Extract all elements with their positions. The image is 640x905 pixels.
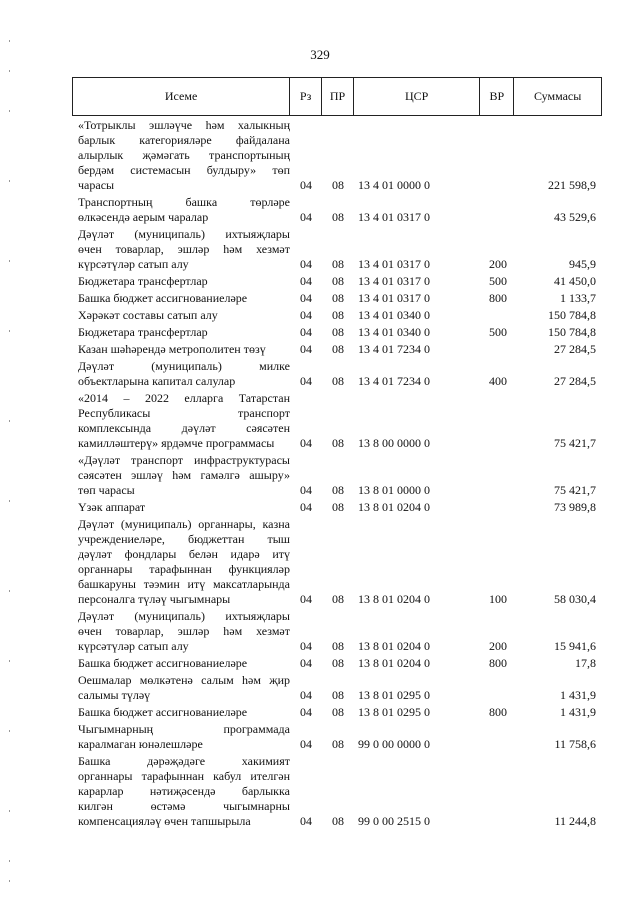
row-csr: 13 8 01 0204 0 — [358, 500, 430, 514]
table-row — [72, 722, 602, 752]
row-csr: 13 4 01 0340 0 — [358, 308, 430, 322]
row-name-line: килгән өстәмә чыгымнарны — [78, 799, 290, 813]
row-sum: 150 784,8 — [548, 308, 596, 322]
row-vr: 400 — [489, 374, 507, 388]
row-pr: 08 — [332, 342, 344, 356]
row-name-line: Бюджетара трансфертлар — [78, 325, 208, 339]
row-pr: 08 — [332, 274, 344, 288]
row-name-line: карарлар нәтиҗәсендә барлыкка — [78, 784, 290, 798]
row-rz: 04 — [300, 656, 312, 670]
row-pr: 08 — [332, 178, 344, 192]
row-csr: 13 8 01 0295 0 — [358, 688, 430, 702]
row-name-line: Башка бюджет ассигнованиеләре — [78, 705, 248, 719]
row-name-line: төп чарасы — [78, 483, 135, 497]
row-rz: 04 — [300, 374, 312, 388]
row-name — [72, 705, 290, 720]
row-name-line: өчен товарлар, эшләр һәм хезмәт — [78, 242, 290, 256]
row-name — [72, 500, 290, 515]
row-csr: 13 8 01 0295 0 — [358, 705, 430, 719]
table-row — [72, 754, 602, 829]
table-row — [72, 195, 602, 225]
table-row — [72, 325, 602, 340]
row-name-line: Башка бюджет ассигнованиеләре — [78, 656, 248, 670]
table-row — [72, 705, 602, 720]
table-row — [72, 291, 602, 306]
row-name — [72, 195, 290, 225]
row-rz: 04 — [300, 737, 312, 751]
row-sum: 11 244,8 — [554, 814, 596, 828]
row-name-line: Чыгымнарның программада — [78, 722, 290, 736]
header-pr: ПР — [322, 78, 354, 115]
row-rz: 04 — [300, 639, 312, 653]
row-pr: 08 — [332, 705, 344, 719]
row-name-line: каралмаган юнәлешләре — [78, 737, 203, 751]
row-csr: 13 4 01 7234 0 — [358, 342, 430, 356]
row-name — [72, 391, 290, 451]
row-pr: 08 — [332, 308, 344, 322]
row-csr: 13 4 01 0340 0 — [358, 325, 430, 339]
row-name — [72, 517, 290, 607]
row-name — [72, 274, 290, 289]
table-row — [72, 274, 602, 289]
table-row — [72, 118, 602, 193]
row-name-line: Транспортның башка төрләре — [78, 195, 290, 209]
header-sum: Суммасы — [533, 89, 582, 103]
row-name — [72, 325, 290, 340]
row-csr: 13 8 01 0204 0 — [358, 639, 430, 653]
row-name-line: Дәүләт (муниципаль) ихтыяҗлары — [78, 609, 290, 623]
row-name-line: компенсацияләү өчен тапшырыла — [78, 814, 251, 828]
row-csr: 13 8 01 0204 0 — [358, 656, 430, 670]
row-rz: 04 — [300, 436, 312, 450]
table-row — [72, 500, 602, 515]
row-rz: 04 — [300, 483, 312, 497]
row-csr: 13 4 01 7234 0 — [358, 374, 430, 388]
row-csr: 13 4 01 0317 0 — [358, 291, 430, 305]
row-rz: 04 — [300, 308, 312, 322]
row-name — [72, 656, 290, 671]
row-rz: 04 — [300, 592, 312, 606]
row-name-line: дәүләт фондлары белән идарә итү — [78, 547, 290, 561]
table-row — [72, 673, 602, 703]
row-vr: 800 — [489, 705, 507, 719]
row-pr: 08 — [332, 436, 344, 450]
row-rz: 04 — [300, 274, 312, 288]
row-csr: 13 8 01 0204 0 — [358, 592, 430, 606]
row-name-line: «2014 – 2022 елларга Татарстан — [78, 391, 290, 405]
row-sum: 58 030,4 — [554, 592, 596, 606]
row-name-line: камилләштерү» ярдәмче программасы — [78, 436, 275, 450]
row-name-line: органнары тарафыннан кабул ителгән — [78, 769, 290, 783]
row-name-line: Дәүләт (муниципаль) органнары, казна — [78, 517, 290, 531]
table-row — [72, 359, 602, 389]
row-rz: 04 — [300, 291, 312, 305]
header-vr: ВР — [480, 78, 514, 115]
row-name-line: башкаруны тәэмин итү максатларында — [78, 577, 290, 591]
row-name-line: бердәм системасын булдыру» төп — [78, 163, 290, 177]
row-vr: 800 — [489, 291, 507, 305]
row-csr: 13 4 01 0317 0 — [358, 274, 430, 288]
row-vr: 500 — [489, 325, 507, 339]
row-rz: 04 — [300, 688, 312, 702]
row-name-line: Республикасы транспорт — [78, 406, 290, 420]
table-body — [72, 118, 602, 831]
header-rz: Рз — [290, 78, 322, 115]
row-csr: 13 4 01 0317 0 — [358, 210, 430, 224]
row-pr: 08 — [332, 814, 344, 828]
row-csr: 13 4 01 0317 0 — [358, 257, 430, 271]
row-name-line: Хәрәкәт составы сатып алу — [78, 308, 218, 322]
row-pr: 08 — [332, 592, 344, 606]
row-sum: 11 758,6 — [554, 737, 596, 751]
row-csr: 99 0 00 2515 0 — [358, 814, 430, 828]
table-row — [72, 308, 602, 323]
row-name-line: Оешмалар мөлкәтенә салым һәм җир — [78, 673, 290, 687]
row-name-line: комплексында дәүләт сәясәтен — [78, 421, 290, 435]
row-name-line: чарасы — [78, 178, 115, 192]
table-row — [72, 517, 602, 607]
row-name-line: өчен товарлар, эшләр һәм хезмәт — [78, 624, 290, 638]
table-row — [72, 609, 602, 654]
row-pr: 08 — [332, 656, 344, 670]
row-sum: 41 450,0 — [554, 274, 596, 288]
row-csr: 13 8 00 0000 0 — [358, 436, 430, 450]
row-name-line: Башка бюджет ассигнованиеләре — [78, 291, 248, 305]
row-name-line: күрсәтүләр сатып алу — [78, 257, 189, 271]
table-header — [72, 77, 602, 116]
row-rz: 04 — [300, 500, 312, 514]
row-pr: 08 — [332, 325, 344, 339]
row-pr: 08 — [332, 688, 344, 702]
row-pr: 08 — [332, 374, 344, 388]
row-vr: 200 — [489, 639, 507, 653]
row-sum: 75 421,7 — [554, 436, 596, 450]
row-name-line: Башка дәрәҗәдәге хакимият — [78, 754, 290, 768]
table-row — [72, 453, 602, 498]
row-rz: 04 — [300, 814, 312, 828]
row-csr: 99 0 00 0000 0 — [358, 737, 430, 751]
row-sum: 1 431,9 — [560, 705, 596, 719]
row-pr: 08 — [332, 639, 344, 653]
row-sum: 15 941,6 — [554, 639, 596, 653]
row-csr: 13 4 01 0000 0 — [358, 178, 430, 192]
row-rz: 04 — [300, 257, 312, 271]
row-name-line: өлкәсендә аерым чаралар — [78, 210, 209, 224]
row-sum: 1 133,7 — [560, 291, 596, 305]
row-name-line: Дәүләт (муниципаль) ихтыяҗлары — [78, 227, 290, 241]
row-sum: 75 421,7 — [554, 483, 596, 497]
table-row — [72, 342, 602, 357]
row-sum: 1 431,9 — [560, 688, 596, 702]
row-name — [72, 227, 290, 272]
row-rz: 04 — [300, 342, 312, 356]
row-name — [72, 359, 290, 389]
row-sum: 150 784,8 — [548, 325, 596, 339]
row-pr: 08 — [332, 257, 344, 271]
row-rz: 04 — [300, 178, 312, 192]
row-name-line: «Тотрыклы эшләүче һәм халыкның — [78, 118, 290, 132]
row-sum: 945,9 — [569, 257, 596, 271]
row-name-line: Дәүләт (муниципаль) милке — [78, 359, 290, 373]
binding-margin-marks — [9, 0, 11, 905]
row-vr: 100 — [489, 592, 507, 606]
row-sum: 27 284,5 — [554, 342, 596, 356]
row-vr: 800 — [489, 656, 507, 670]
row-pr: 08 — [332, 210, 344, 224]
row-pr: 08 — [332, 737, 344, 751]
row-name — [72, 609, 290, 654]
row-name-line: объектларына капитал салулар — [78, 374, 236, 388]
table-row — [72, 391, 602, 451]
row-rz: 04 — [300, 210, 312, 224]
row-name-line: «Дәүләт транспорт инфраструктурасы — [78, 453, 290, 467]
row-pr: 08 — [332, 500, 344, 514]
row-csr: 13 8 01 0000 0 — [358, 483, 430, 497]
row-name — [72, 453, 290, 498]
row-name — [72, 118, 290, 193]
row-name-line: учреждениеләре, бюджеттан тыш — [78, 532, 290, 546]
page-number: 329 — [310, 47, 330, 62]
row-name-line: сәясәтен эшләү һәм гамәлгә ашыру» — [78, 468, 290, 482]
header-csr: ЦСР — [354, 78, 481, 115]
row-vr: 200 — [489, 257, 507, 271]
row-pr: 08 — [332, 291, 344, 305]
row-name-line: персоналга түләү чыгымнары — [78, 592, 231, 606]
row-pr: 08 — [332, 483, 344, 497]
row-name-line: барлык категорияләре файдалана — [78, 133, 290, 147]
table-row — [72, 227, 602, 272]
row-name — [72, 673, 290, 703]
row-name-line: күрсәтүләр сатып алу — [78, 639, 189, 653]
row-name — [72, 308, 290, 323]
row-rz: 04 — [300, 325, 312, 339]
row-name — [72, 342, 290, 357]
row-sum: 43 529,6 — [554, 210, 596, 224]
table-row — [72, 656, 602, 671]
row-rz: 04 — [300, 705, 312, 719]
row-sum: 73 989,8 — [554, 500, 596, 514]
header-name: Исеме — [73, 78, 290, 115]
row-vr: 500 — [489, 274, 507, 288]
row-name-line: Казан шәһәрендә метрополитен төзү — [78, 342, 266, 356]
row-name-line: салымы түләү — [78, 688, 151, 702]
row-sum: 221 598,9 — [548, 178, 596, 192]
row-sum: 27 284,5 — [554, 374, 596, 388]
row-name — [72, 722, 290, 752]
row-name-line: Үзәк аппарат — [78, 500, 146, 514]
row-name-line: Бюджетара трансфертлар — [78, 274, 208, 288]
row-sum: 17,8 — [575, 656, 596, 670]
row-name-line: органнары тарафыннан функцияләр — [78, 562, 290, 576]
row-name — [72, 754, 290, 829]
row-name-line: алырлык җәмәгать транспортының — [78, 148, 290, 162]
row-name — [72, 291, 290, 306]
